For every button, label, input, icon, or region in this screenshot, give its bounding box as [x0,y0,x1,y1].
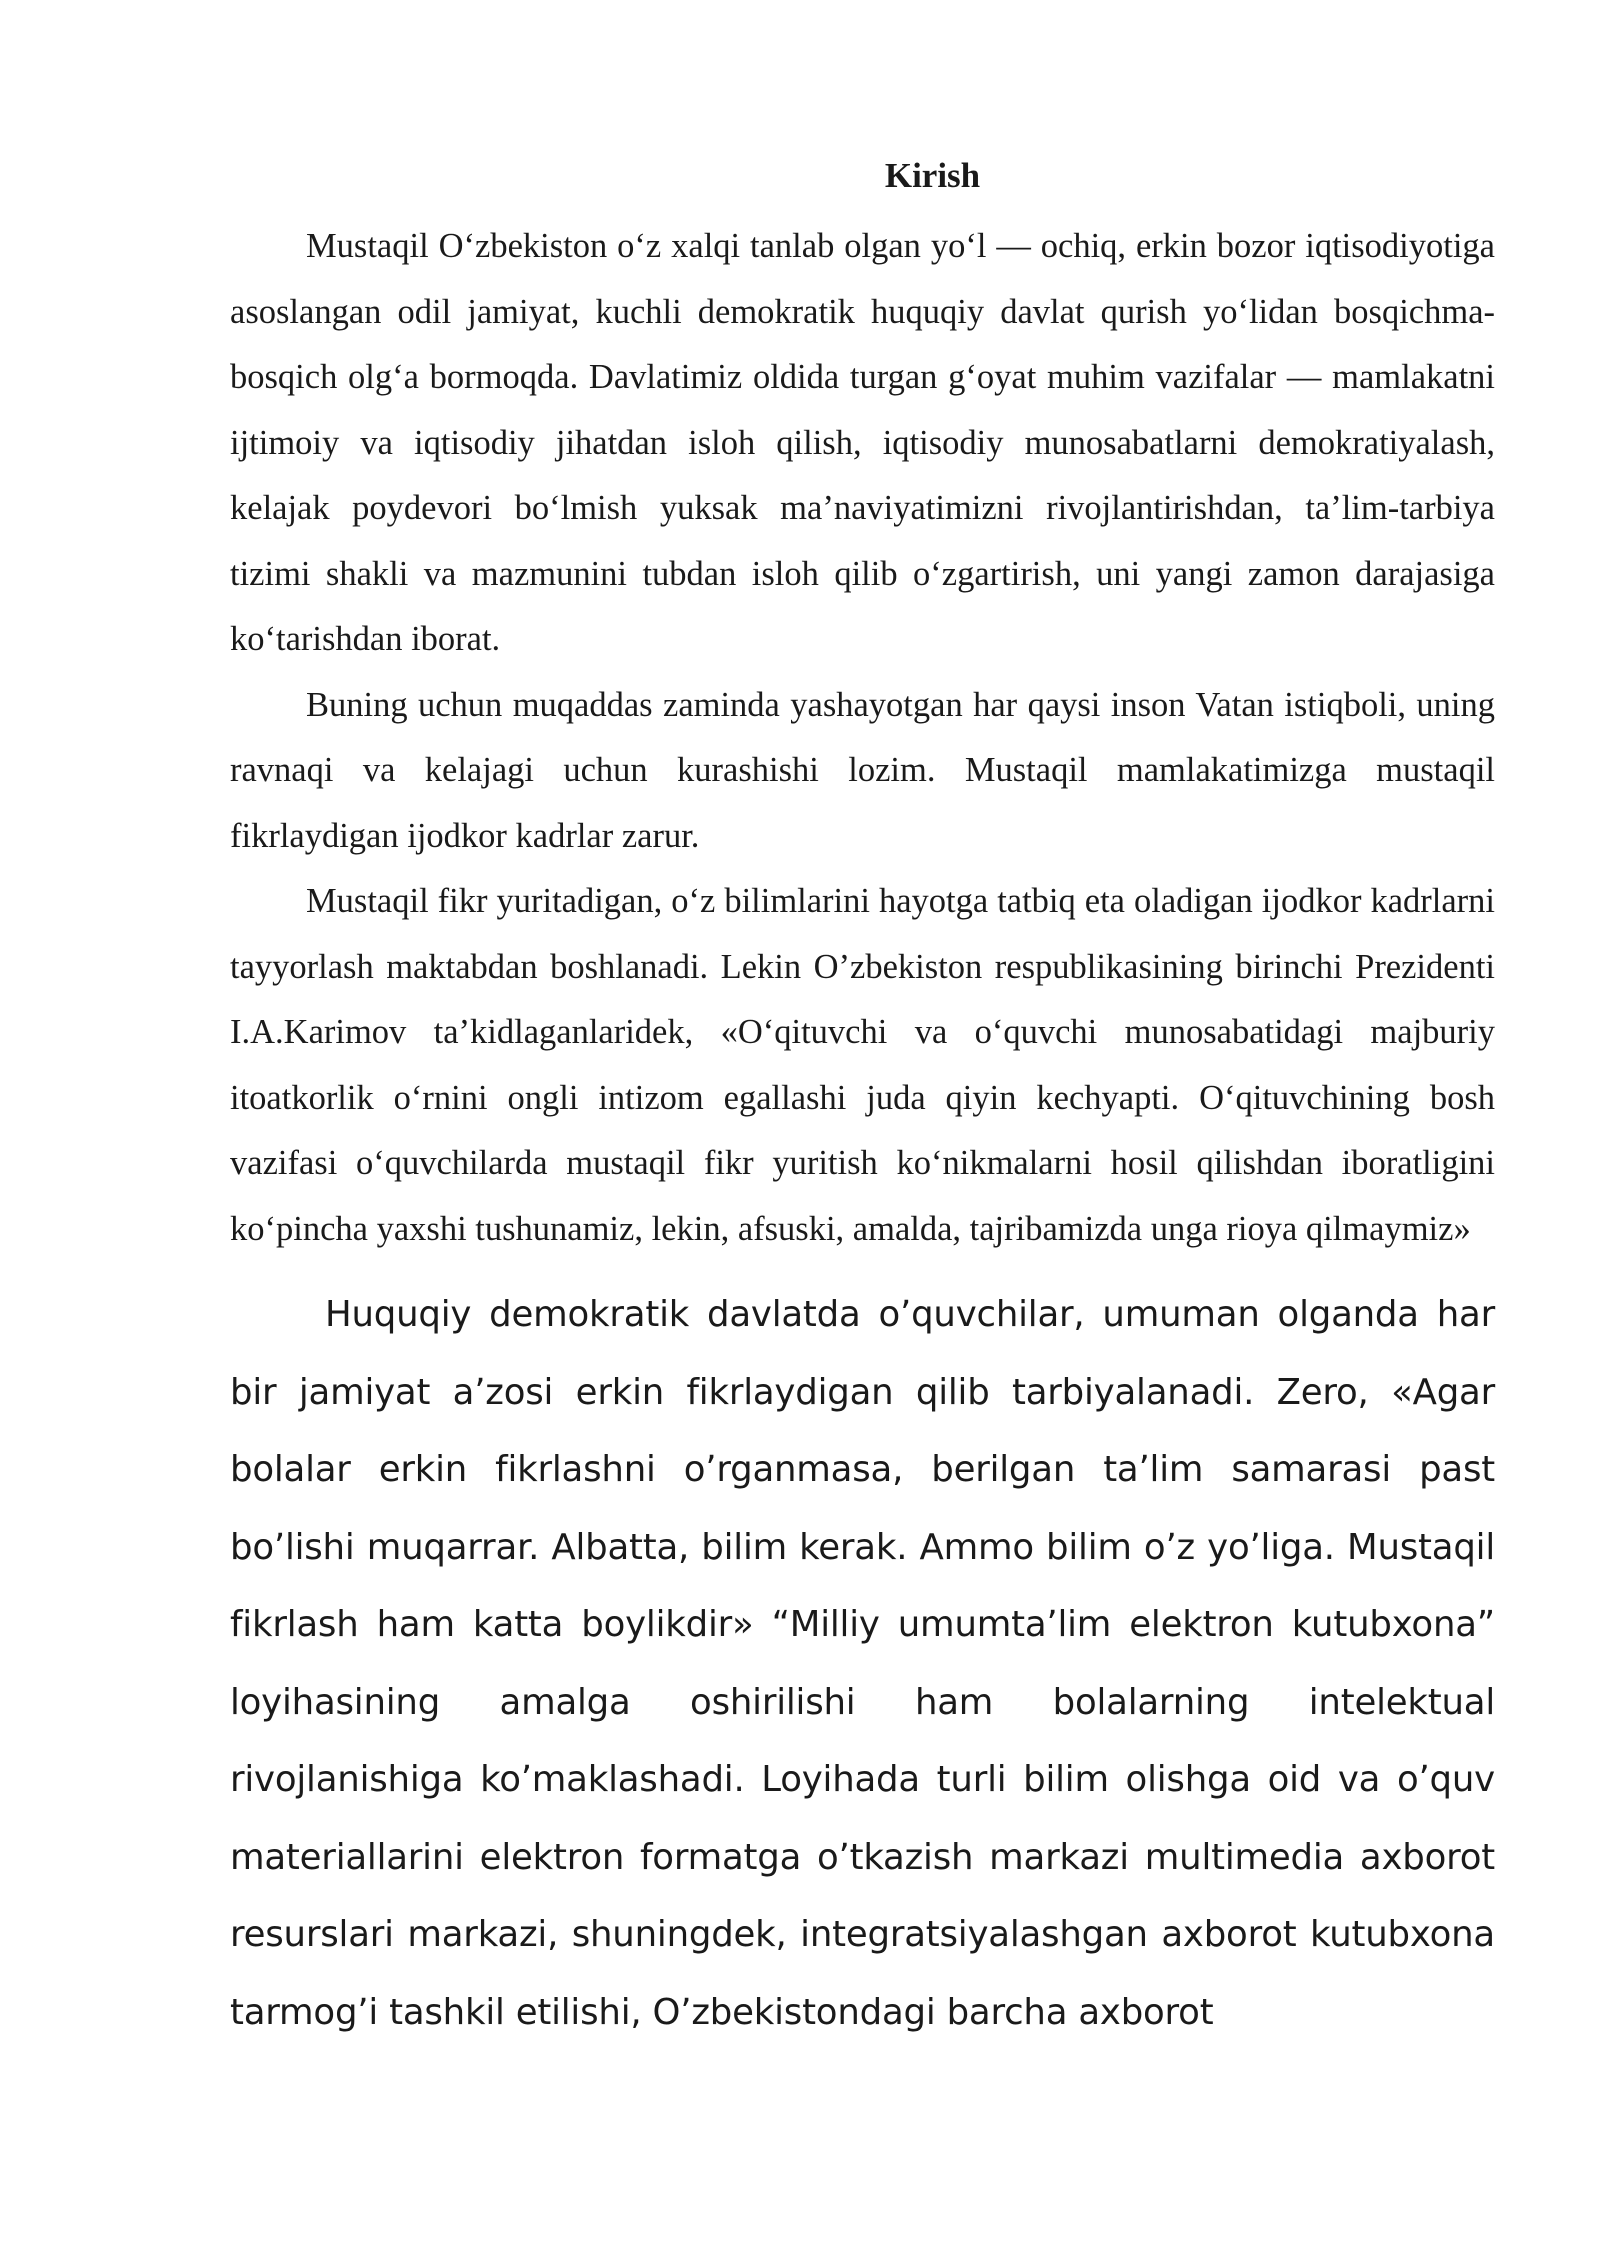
document-page [230,150,1495,2051]
paragraph-2: Buning uchun muqaddas zaminda yashayotgan har qaysi inson Vatan istiqboli, uning ravnaqi va kelajagi uchun kurashishi lozim. Mustaqil mamlakatimizga mustaqil fikrlaydigan ijodkor kadrlar zarur. [230,685,1495,855]
paragraph-1: Mustaqil O‘zbekiston o‘z xalqi tanlab olgan yo‘l — ochiq, erkin bozor iqtisodiyotiga asoslangan odil jamiyat, kuchli demokratik huquqiy davlat qurish yo‘lidan bosqichma-bosqich olg‘a bormoqda. Davlatimiz oldida turgan g‘oyat muhim vazifalar — mamlakatni ijtimoiy va iqtisodiy jihatdan isloh qilish, iqtisodiy munosabatlarni demokratiyalash, kelajak poydevori bo‘lmish yuksak ma’naviyatimizni rivojlantirishdan, ta’lim-tarbiya tizimi shakli va mazmunini tubdan isloh qilib o‘zgartirish, uni yangi zamon darajasiga ko‘tarishdan iborat. [230,227,1495,658]
page-title: Kirish [884,156,981,195]
paragraph-4: Huquqiy demokratik davlatda o’quvchilar, umuman olganda har bir jamiyat a’zosi erkin fikrlaydigan qilib tarbiyalanadi. Zero, «Agar bolalar erkin fikrlashni o’rganmasa, berilgan ta’lim samarasi past bo’lishi muqarrar. Albatta, bilim kerak. Ammo bilim o’z yo’liga. Mustaqil fikrlash ham katta boylikdir» “Milliy umumta’lim elektron kutubxona” loyihasining amalga oshirilishi ham bolalarning intelektual rivojlanishiga ko’maklashadi. Loyihada turli bilim olishga oid va o’quv materiallarini elektron formatga o’tkazish markazi multimedia axborot resurslari markazi, shuningdek, integratsiyalashgan axborot kutubxona tarmog’i tashkil etilishi, O’zbekistondagi barcha axborot [230,1294,1495,2033]
paragraph-3: Mustaqil fikr yuritadigan, o‘z bilimlarini hayotga tatbiq eta oladigan ijodkor kadrlarni tayyorlash maktabdan boshlanadi. Lekin O’zbekiston respublikasining birinchi Prezidenti I.A.Karimov ta’kidlaganlaridek, «O‘qituvchi va o‘quvchi munosabatidagi majburiy itoatkorlik o‘rnini ongli intizom egallashi juda qiyin kechyapti. O‘qituvchining bosh vazifasi o‘quvchilarda mustaqil fikr yuritish ko‘nikmalarni hosil qilishdan iboratligini ko‘pincha yaxshi tushunamiz, lekin, afsuski, amalda, tajribamizda unga rioya qilmaymiz» [230,882,1495,1248]
